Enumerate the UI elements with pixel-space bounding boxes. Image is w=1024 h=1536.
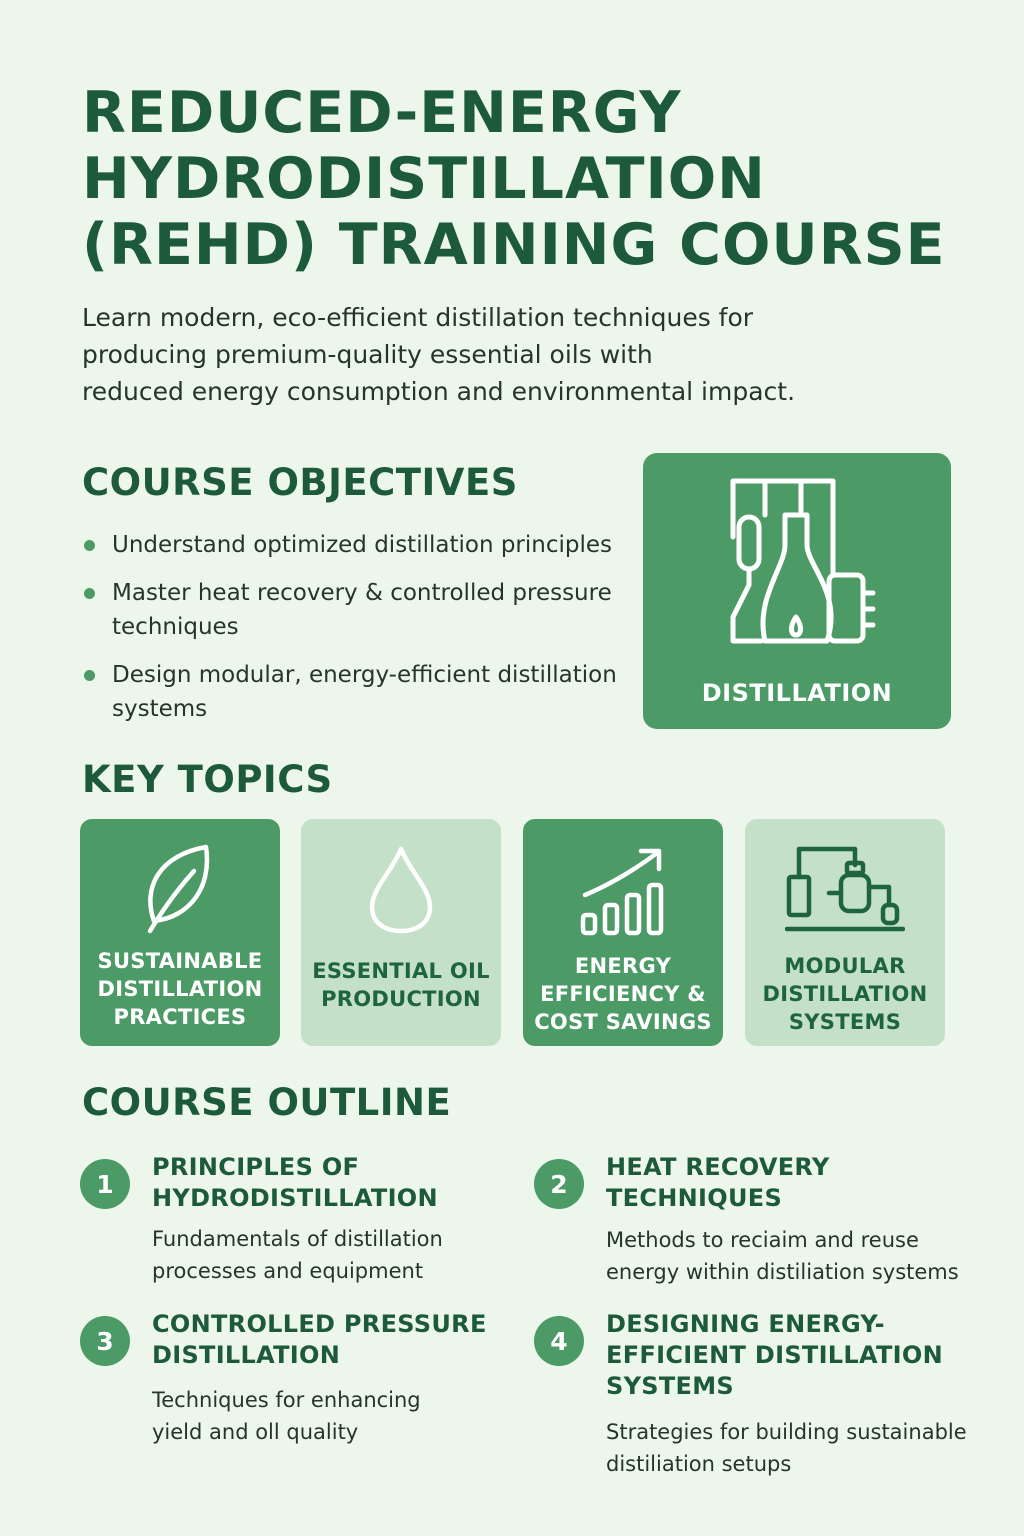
outline-number-badge: 4 xyxy=(534,1316,584,1366)
distillation-card-label: DISTILLATION xyxy=(701,679,893,707)
intro-line-1: Learn modern, eco-efficient distillation techniques for xyxy=(82,303,754,332)
title-line-1: REDUCED-ENERGY xyxy=(82,80,682,146)
outline-heading: COURSE OUTLINE xyxy=(82,1081,452,1124)
outline-title-line: CONTROLLED PRESSURE xyxy=(152,1310,487,1338)
topic-card-sustainable xyxy=(80,819,280,1046)
modular-system-icon xyxy=(785,841,905,937)
topic-label: MODULAR DISTILLATION SYSTEMS xyxy=(762,954,928,1034)
objective-item: Design modular, energy-efficient distillation systems xyxy=(82,658,642,726)
intro-line-3: reduced energy consumption and environmental impact. xyxy=(82,377,796,406)
outline-title-line: HYDRODISTILLATION xyxy=(152,1184,438,1212)
outline-desc-line: Fundamentals of distillation xyxy=(152,1227,443,1251)
topic-label: ENERGY EFFICIENCY & COST SAVINGS xyxy=(534,954,712,1034)
outline-description xyxy=(152,1384,542,1448)
topic-card-modular xyxy=(745,819,945,1046)
outline-number-badge: 2 xyxy=(534,1159,584,1209)
topic-label: SUSTAINABLE DISTILLATION PRACTICES xyxy=(97,949,263,1029)
page-title xyxy=(82,80,962,278)
outline-desc-line: processes and equipment xyxy=(152,1259,424,1283)
outline-desc-line: Methods to reciaim and reuse xyxy=(606,1228,919,1252)
objectives-list xyxy=(82,528,642,726)
outline-title-line: EFFICIENT DISTILLATION xyxy=(606,1341,943,1369)
outline-description xyxy=(152,1223,542,1287)
title-line-2: HYDRODISTILLATION xyxy=(82,146,766,212)
outline-title-line: SYSTEMS xyxy=(606,1372,734,1400)
objective-item: Understand optimized distillation principles xyxy=(82,528,642,562)
outline-title-line: TECHNIQUES xyxy=(606,1184,783,1212)
topic-label: ESSENTIAL OIL PRODUCTION xyxy=(312,959,490,1011)
outline-desc-line: Strategies for building sustainable xyxy=(606,1420,967,1444)
leaf-icon xyxy=(140,841,220,937)
outline-desc-line: Techniques for enhancing xyxy=(152,1388,421,1412)
title-line-3: (REHD) TRAINING COURSE xyxy=(82,212,946,278)
objectives-heading: COURSE OBJECTIVES xyxy=(82,461,518,504)
outline-title-line: DISTILLATION xyxy=(152,1341,341,1369)
outline-title-line: HEAT RECOVERY xyxy=(606,1153,830,1181)
outline-title xyxy=(606,1152,986,1214)
outline-description xyxy=(606,1416,996,1480)
intro-text xyxy=(82,299,872,410)
growth-chart-icon xyxy=(575,841,671,937)
outline-desc-line: energy within distiliation systems xyxy=(606,1260,959,1284)
droplet-icon xyxy=(366,841,436,937)
distillation-apparatus-icon xyxy=(715,475,879,655)
outline-title-line: DESIGNING ENERGY- xyxy=(606,1310,885,1338)
outline-desc-line: distiliation setups xyxy=(606,1452,792,1476)
topic-card-energy-efficiency xyxy=(523,819,723,1046)
outline-number-badge: 1 xyxy=(80,1159,130,1209)
outline-title xyxy=(152,1152,532,1214)
outline-title-line: PRINCIPLES OF xyxy=(152,1153,360,1181)
outline-title xyxy=(606,1309,986,1402)
outline-title xyxy=(152,1309,532,1371)
topic-card-essential-oil xyxy=(301,819,501,1046)
objective-item: Master heat recovery & controlled pressure techniques xyxy=(82,576,642,644)
topics-heading: KEY TOPICS xyxy=(82,758,333,801)
outline-description xyxy=(606,1224,996,1288)
intro-line-2: producing premium-quality essential oils with xyxy=(82,340,653,369)
outline-desc-line: yield and oll quality xyxy=(152,1420,359,1444)
distillation-card xyxy=(643,453,951,729)
outline-number-badge: 3 xyxy=(80,1316,130,1366)
